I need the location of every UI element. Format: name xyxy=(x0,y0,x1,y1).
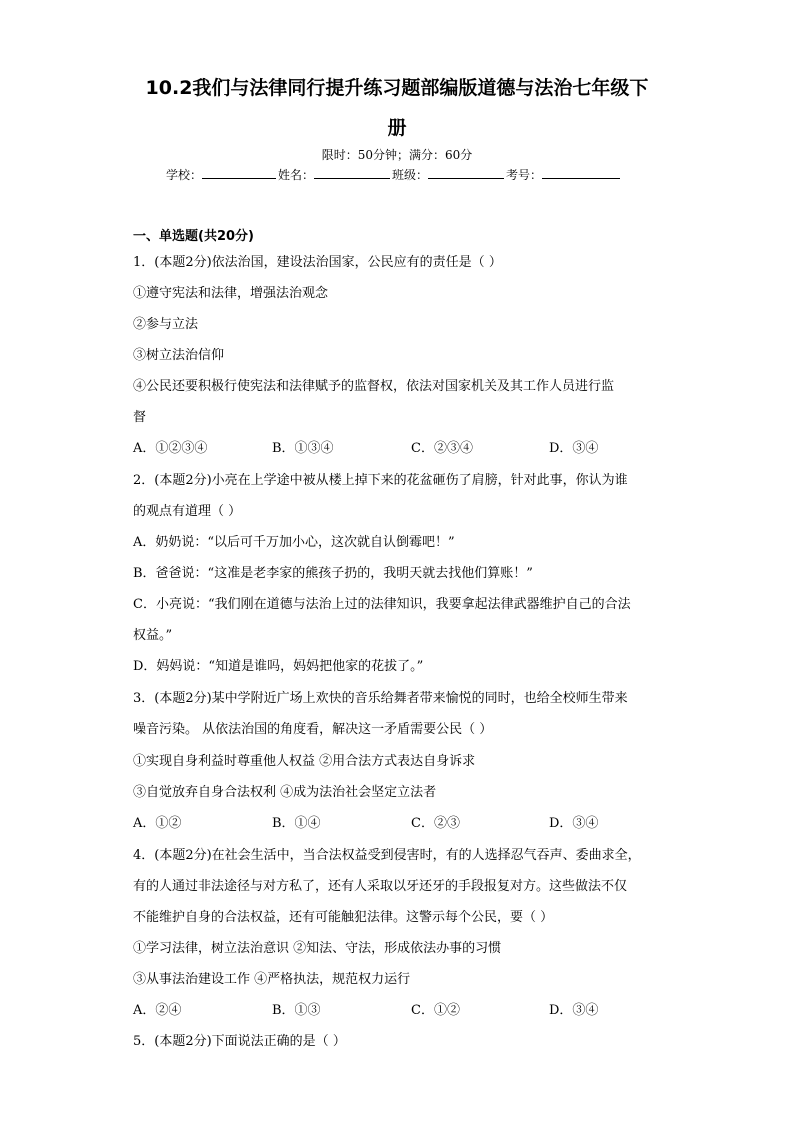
q1-item-2: ②参与立法 xyxy=(133,317,199,332)
class-blank xyxy=(428,166,504,179)
exam-title xyxy=(120,68,674,148)
q3-option-b: B．①④ xyxy=(272,816,321,831)
q1-item-4-cont: 督 xyxy=(133,410,147,425)
class-label: 班级： xyxy=(392,168,429,182)
section-heading: 一、单选题(共20分) xyxy=(133,229,254,244)
student-info xyxy=(166,166,622,183)
q1-option-d: D．③④ xyxy=(549,441,599,456)
q1-item-4: ④公民还要积极行使宪法和法律赋予的监督权，依法对国家机关及其工作人员进行监 xyxy=(133,379,615,394)
q2-option-b: B．爸爸说：“这准是老李家的熊孩子扔的，我明天就去找他们算账！” xyxy=(133,566,533,581)
q3-stem-cont: 噪音污染。 从依法治国的角度看，解决这一矛盾需要公民（ ） xyxy=(133,722,493,737)
q2-stem-cont: 的观点有道理（ ） xyxy=(133,504,242,519)
q1-option-b: B．①③④ xyxy=(272,441,334,456)
q2-stem: 2．(本题2分)小亮在上学途中被从楼上掉下来的花盆砸伤了肩膀，针对此事，你认为谁 xyxy=(133,473,628,488)
q1-item-1: ①遵守宪法和法律，增强法治观念 xyxy=(133,286,329,301)
title-line-1: 10.2我们与法律同行提升练习题部编版道德与法治七年级下 xyxy=(145,77,649,99)
name-label: 姓名： xyxy=(278,168,315,182)
q3-option-c: C．②③ xyxy=(411,816,460,831)
q2-option-c-cont: 权益。” xyxy=(133,628,173,643)
q3-option-d: D．③④ xyxy=(549,816,599,831)
q4-stem: 4．(本题2分)在社会生活中，当合法权益受到侵害时，有的人选择忍气吞声、委曲求全， xyxy=(133,848,641,863)
q4-stem-cont-2: 不能维护自身的合法权益，还有可能触犯法律。这警示每个公民，要（ ） xyxy=(133,910,554,925)
name-blank xyxy=(314,166,390,179)
q1-option-a: A．①②③④ xyxy=(133,441,208,456)
q4-option-b: B．①③ xyxy=(272,1003,321,1018)
q4-option-a: A．②④ xyxy=(133,1003,182,1018)
q1-stem: 1．(本题2分)依法治国，建设法治国家，公民应有的责任是（ ） xyxy=(133,255,502,270)
school-label: 学校： xyxy=(166,168,203,182)
exam-meta: 限时：50分钟；满分：60分 xyxy=(321,148,473,162)
q4-items-1: ①学习法律，树立法治意识 ②知法、守法，形成依法办事的习惯 xyxy=(133,941,502,956)
number-label: 考号： xyxy=(506,168,543,182)
q5-stem: 5．(本题2分)下面说法正确的是（ ） xyxy=(133,1034,346,1049)
title-line-2: 册 xyxy=(387,117,407,139)
q2-option-a: A．奶奶说：“以后可千万加小心，这次就自认倒霉吧！” xyxy=(133,535,455,550)
number-blank xyxy=(542,166,620,179)
q4-option-d: D．③④ xyxy=(549,1003,599,1018)
q4-stem-cont-1: 有的人通过非法途径与对方私了，还有人采取以牙还牙的手段报复对方。这些做法不仅 xyxy=(133,879,628,894)
q1-item-3: ③树立法治信仰 xyxy=(133,348,225,363)
school-blank xyxy=(202,166,276,179)
q2-option-d: D．妈妈说：“知道是谁吗，妈妈把他家的花拔了。” xyxy=(133,659,424,674)
q3-items-1: ①实现自身利益时尊重他人权益 ②用合法方式表达自身诉求 xyxy=(133,754,476,769)
q1-option-c: C．②③④ xyxy=(411,441,473,456)
q2-option-c: C．小亮说：“我们刚在道德与法治上过的法律知识，我要拿起法律武器维护自己的合法 xyxy=(133,597,631,612)
q3-stem: 3．(本题2分)某中学附近广场上欢快的音乐给舞者带来愉悦的同时，也给全校师生带来 xyxy=(133,691,628,706)
q4-items-2: ③从事法治建设工作 ④严格执法，规范权力运行 xyxy=(133,972,411,987)
q4-option-c: C．①② xyxy=(411,1003,460,1018)
q3-option-a: A．①② xyxy=(133,816,182,831)
q3-items-2: ③自觉放弃自身合法权利 ④成为法治社会坚定立法者 xyxy=(133,785,437,800)
